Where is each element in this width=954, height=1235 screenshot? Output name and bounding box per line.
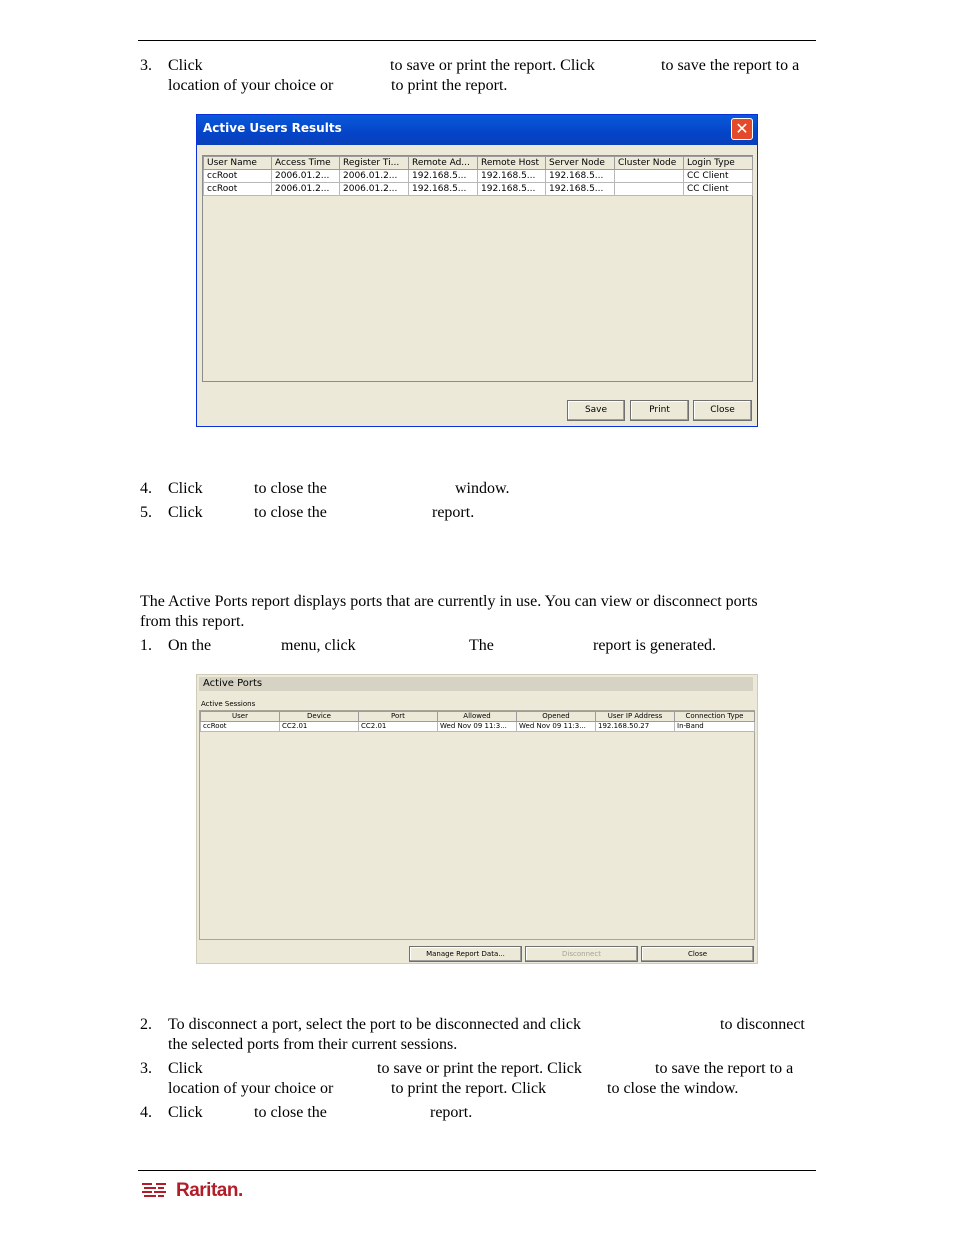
table-cell: CC Client bbox=[684, 170, 753, 183]
save-button[interactable]: Save bbox=[567, 400, 625, 421]
sessions-list-panel bbox=[199, 710, 755, 940]
step-text: to close the window. bbox=[607, 1080, 739, 1097]
table-cell: 192.168.5... bbox=[409, 170, 478, 183]
column-header[interactable]: Access Time bbox=[272, 157, 340, 170]
step-text: to print the report. bbox=[391, 77, 508, 94]
step-text: Click bbox=[168, 1104, 203, 1121]
sessions-table bbox=[200, 711, 755, 732]
column-header[interactable]: User Name bbox=[204, 157, 272, 170]
close-icon[interactable]: ✕ bbox=[731, 118, 753, 140]
column-header[interactable]: Device bbox=[280, 712, 359, 722]
active-users-results-window bbox=[196, 114, 758, 427]
raritan-logo bbox=[142, 1180, 243, 1202]
column-header[interactable]: Remote Host bbox=[478, 157, 546, 170]
step-text: to save the report to a bbox=[661, 57, 800, 74]
step-text: to save or print the report. Click bbox=[377, 1060, 582, 1077]
window-title: Active Ports bbox=[199, 677, 753, 691]
table-cell: ccRoot bbox=[204, 170, 272, 183]
step-text: to save or print the report. Click bbox=[390, 57, 595, 74]
step-text: report. bbox=[432, 504, 475, 521]
step-text: Click bbox=[168, 504, 203, 521]
column-header[interactable]: Opened bbox=[517, 712, 596, 722]
column-header[interactable]: Register Ti... bbox=[340, 157, 409, 170]
column-header[interactable]: Allowed bbox=[438, 712, 517, 722]
step-number: 4. bbox=[140, 1104, 152, 1121]
step-text: to close the bbox=[254, 480, 327, 497]
step-text: location of your choice or bbox=[168, 1080, 334, 1097]
step-number: 2. bbox=[140, 1016, 152, 1033]
group-label: Active Sessions bbox=[201, 700, 256, 708]
step-number: 5. bbox=[140, 504, 152, 521]
results-table bbox=[203, 156, 753, 196]
step-text: report is generated. bbox=[593, 637, 717, 654]
manage-report-data-button[interactable]: Manage Report Data... bbox=[409, 946, 522, 962]
step-text: Click bbox=[168, 480, 203, 497]
column-header[interactable]: Port bbox=[359, 712, 438, 722]
table-header-row bbox=[201, 712, 755, 722]
logo-wordmark: Raritan. bbox=[176, 1180, 243, 1201]
step-text: to print the report. Click bbox=[391, 1080, 547, 1097]
table-cell: 2006.01.2... bbox=[272, 170, 340, 183]
intro-text: from this report. bbox=[140, 613, 245, 630]
step-number: 3. bbox=[140, 57, 152, 74]
table-cell: 2006.01.2... bbox=[272, 183, 340, 196]
column-header[interactable]: Remote Ad... bbox=[409, 157, 478, 170]
step-text: to save the report to a bbox=[655, 1060, 794, 1077]
table-cell: In-Band bbox=[675, 722, 755, 732]
table-cell: Wed Nov 09 11:3... bbox=[517, 722, 596, 732]
table-header-row bbox=[204, 157, 753, 170]
close-button[interactable]: Close bbox=[641, 946, 754, 962]
top-rule bbox=[138, 40, 816, 41]
active-ports-window bbox=[196, 674, 758, 964]
step-text: The bbox=[469, 637, 494, 654]
table-cell: 192.168.5... bbox=[546, 170, 615, 183]
step-number: 1. bbox=[140, 637, 152, 654]
disconnect-button[interactable]: Disconnect bbox=[525, 946, 638, 962]
table-cell: CC2.01 bbox=[359, 722, 438, 732]
step-text: to close the bbox=[254, 504, 327, 521]
table-cell: 2006.01.2... bbox=[340, 170, 409, 183]
table-cell: 192.168.50.27 bbox=[596, 722, 675, 732]
table-cell: 2006.01.2... bbox=[340, 183, 409, 196]
column-header[interactable]: Cluster Node bbox=[615, 157, 684, 170]
table-cell: ccRoot bbox=[201, 722, 280, 732]
table-row[interactable] bbox=[204, 183, 753, 196]
column-header[interactable]: User bbox=[201, 712, 280, 722]
step-text: to close the bbox=[254, 1104, 327, 1121]
table-row[interactable] bbox=[201, 722, 755, 732]
table-cell bbox=[615, 183, 684, 196]
step-text: menu, click bbox=[281, 637, 356, 654]
step-text: location of your choice or bbox=[168, 77, 334, 94]
print-button[interactable]: Print bbox=[630, 400, 689, 421]
step-text: to disconnect bbox=[720, 1016, 805, 1033]
raritan-mark-icon bbox=[142, 1181, 176, 1201]
table-row[interactable] bbox=[204, 170, 753, 183]
step-text: the selected ports from their current sessions. bbox=[168, 1036, 458, 1053]
table-cell: ccRoot bbox=[204, 183, 272, 196]
step-text: report. bbox=[430, 1104, 473, 1121]
step-number: 3. bbox=[140, 1060, 152, 1077]
table-cell: 192.168.5... bbox=[478, 170, 546, 183]
table-cell: 192.168.5... bbox=[409, 183, 478, 196]
step-text: Click bbox=[168, 57, 203, 74]
step-text: Click bbox=[168, 1060, 203, 1077]
results-list-panel bbox=[202, 155, 753, 382]
table-cell: 192.168.5... bbox=[546, 183, 615, 196]
table-cell: 192.168.5... bbox=[478, 183, 546, 196]
step-text: To disconnect a port, select the port to be disconnected and click bbox=[168, 1016, 581, 1033]
intro-text: The Active Ports report displays ports that are currently in use. You can view or disconnect ports bbox=[140, 593, 758, 610]
column-header[interactable]: Server Node bbox=[546, 157, 615, 170]
column-header[interactable]: Connection Type bbox=[675, 712, 755, 722]
table-cell: CC Client bbox=[684, 183, 753, 196]
table-cell bbox=[615, 170, 684, 183]
step-text: window. bbox=[455, 480, 510, 497]
step-text: On the bbox=[168, 637, 212, 654]
column-header[interactable]: Login Type bbox=[684, 157, 753, 170]
window-titlebar bbox=[197, 115, 757, 145]
step-number: 4. bbox=[140, 480, 152, 497]
close-button[interactable]: Close bbox=[693, 400, 752, 421]
column-header[interactable]: User IP Address bbox=[596, 712, 675, 722]
bottom-rule bbox=[138, 1170, 816, 1171]
window-title: Active Users Results bbox=[203, 121, 342, 135]
table-cell: Wed Nov 09 11:3... bbox=[438, 722, 517, 732]
table-cell: CC2.01 bbox=[280, 722, 359, 732]
